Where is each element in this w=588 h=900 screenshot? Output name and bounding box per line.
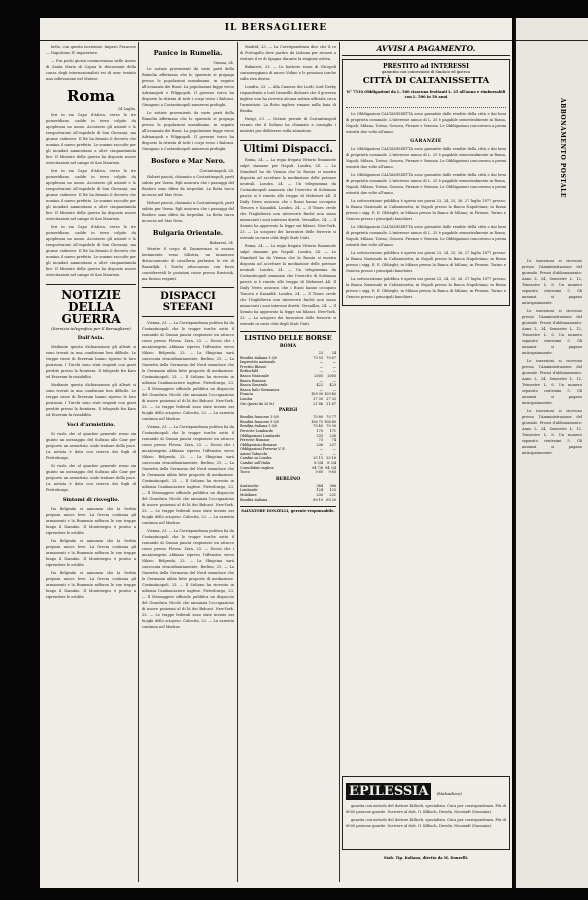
section-heading-panico: Panico in Rumelia. (153, 49, 223, 57)
security-name: Azioni Tabacchi (240, 451, 267, 456)
postal-subscription-label: ABBONAMENTO POSTALE (559, 98, 566, 198)
quote-value: — (319, 387, 323, 392)
ad-paragraph: Le Obbligazioni CALTANISSETTA sono garantite dalle rendite della città e dai beni di proprietà comunale. L'interesse annuo di L. 25 è pagabile semestralmente in Roma, Napoli, Milano, Torino, Genova, Firenze e Venezia. Le Obbligazioni concorrono a premi estratti due volte all'anno. (346, 173, 506, 195)
quote-value: 9 65 (328, 470, 336, 475)
article-paragraph: Londra, 23. — Alla Camera dei Lordi, lord Derby rispondendo a lord Granville dichiarò che il governo inglese non ha ricevuto alcuna notizia ufficiale circa l'armistizio. La flotta inglese rimane nella baia di Besika. (240, 85, 336, 113)
article-body (142, 246, 234, 282)
quote-value: 8 3/4 (327, 461, 336, 466)
printer-imprint: Stab. Tip. Italiano, diretto da M. Donzelli. (383, 856, 469, 860)
market-city-parigi: PARIGI (278, 408, 298, 414)
quote-value: — (319, 451, 323, 456)
newspaper-page (40, 18, 512, 888)
table-row (240, 498, 336, 503)
article-paragraph: bello, con questa iscrizione: Impero Francese — Napoleone IV imperatore. (46, 45, 136, 55)
quote-value: 384 (316, 483, 323, 488)
ad-body (346, 111, 506, 135)
strip-paragraph: Le inserzioni si ricevono presso l'Amministrazione del giornale. Prezzi d'abbonamento: Anno L. 24, Semestre L. 12, Trimestre L. 6. Un numero separato centesimi 5. Gli annunzi si pagano anticipatamente. (522, 359, 582, 405)
quote-value: 27 32 (326, 396, 336, 401)
column-2 (142, 44, 234, 882)
quote-value: 422 (316, 383, 323, 388)
article-paragraph: Mentre il corpo di Zimmerman si avanza lentamente verso Silistria, un numeroso distaccamento di cavalleria perlustra le vie di Bazardjik. I Turchi attaccarono con forze considerevoli le posizioni russe presso Rustciuk, ma furono respinti. (142, 247, 234, 281)
article-body (142, 66, 234, 152)
column-divider (237, 42, 238, 882)
security-name: Rendita francese 5 0/0 (240, 419, 279, 424)
newspaper-title: IL BERSAGLIERE (224, 23, 328, 33)
quote-value: 69 10 (313, 497, 323, 502)
security-name: Prestito Blount (240, 364, 266, 369)
article-paragraph: Si vuole che al quartier generale russo sia giunto un messaggio del Sultano allo Czar per proporre un armistizio, onde trattare della pace. La notizia è data con riserva dai fogli di Pietroburgo. (46, 464, 136, 492)
column-header: 23 (318, 351, 323, 355)
loan-subtitle: garantito con concessione di Sindaco ed ipoteca (382, 70, 470, 74)
article-paragraph: Bukarest, 23. — Le batterie russe di Nicopoli cannoneggiano di nuovo Vidino e le posizioni turche sulla riva destra. (240, 65, 336, 81)
article-paragraph: Ieri in via Capo d'Africa, verso le tre pomeridiane, cadde in terra colpito da apoplessia un uomo. Accorsero gli astanti e lo trasportarono all'ospedale di San Giovanni, ma giunse cadavere. Il Re ha firmato il decreto che nomina il nuovo prefetto. Le somme raccolte per gli inondati ammontano a oltre cinquantamila lire. Il Ministro della guerra ha disposto nuove esercitazioni nel campo di San Maurizio. (46, 113, 136, 165)
column-ads (342, 44, 510, 768)
quote-value: — (332, 378, 336, 383)
quote-value: 2005 (314, 373, 323, 378)
ad-paragraph: La sottoscrizione pubblica è aperta nei giorni 23, 24, 25, 26, 27 luglio 1877 presso: la Banca Nazionale in Caltanissetta; in Napoli presso la Banca Napoletana; in Roma presso i sigg. E. E. Oblieght; in Milano presso la Banca di Milano; in Firenze, Torino e Genova presso i principali banchieri. (346, 277, 506, 299)
article-paragraph: Madrid, 23. — La Corrispondenza dice che il re di Portogallo deve partire da Lisbona per recarsi a visitare il re di Spagna durante la stagione estiva. (240, 45, 336, 61)
quote-value: 79 67 (326, 355, 336, 360)
security-name: Obbligazioni Romane (240, 442, 277, 447)
article-paragraph: Si vuole che al quartier generale russo sia giunto un messaggio del Sultano allo Czar per proporre un armistizio, onde trattare della pace. La notizia è data con riserva dai fogli di Pietroburgo. (46, 432, 136, 460)
article-body (142, 320, 234, 630)
security-name: Imprestito nazionale (240, 360, 276, 365)
epilepsy-subtitle: (Malcaduco) (436, 791, 462, 796)
strip-paragraph: Le inserzioni si ricevono presso l'Amministrazione del giornale. Prezzi d'abbonamento: Anno L. 24, Semestre L. 12, Trimestre L. 6. Un numero separato centesimi 5. Gli annunzi si pagano anticipatamente. (522, 259, 582, 305)
article-paragraph: Parigi, 23. — Notizie private di Costantinopoli recano che il Sultano ha chiamato a consiglio i ministri per deliberare sulla situazione. (240, 117, 336, 133)
quote-value: — (319, 378, 323, 383)
security-name: Austriache (240, 483, 259, 488)
editor-signature: SALVATORE DONZELLI, gerente-responsabile. (240, 506, 336, 513)
ultimi-dispacci-heading: Ultimi Dispacci. (240, 140, 336, 155)
quote-value: 79 55 (313, 355, 323, 360)
quote-value: 125 (329, 488, 336, 493)
article-body (142, 174, 234, 224)
strip-header (516, 18, 588, 41)
security-name: Obbligazioni Lombarde (240, 433, 281, 438)
divider (346, 103, 506, 108)
quote-value: 25 15 (313, 456, 323, 461)
ad-paragraph: La sottoscrizione pubblica è aperta nei giorni 23, 24, 25, 26, 27 luglio 1877 presso: la Banca Nazionale in Caltanissetta; in Napoli presso la Banca Napoletana; in Roma presso i sigg. E. E. Oblieght; in Milano presso la Banca di Milano; in Firenze, Torino e Genova presso i principali banchieri. (346, 251, 506, 273)
epilepsy-title: EPILESSIA (346, 783, 431, 800)
ad-paragraph: guarita con metodo del dottore Killisch, specialista. Cura per corrispondenza. Più di 8000 persone guarite. Scrivere al dott. O. Killisch, Dresda, Neustadt (Sassonia). (346, 804, 506, 814)
column-divider (339, 42, 340, 882)
paid-notices-heading: AVVISI A PAGAMENTO. (342, 44, 510, 56)
article-paragraph: Ieri in via Capo d'Africa, verso le tre pomeridiane, cadde in terra colpito da apoplessia un uomo. Accorsero gli astanti e lo trasportarono all'ospedale di San Giovanni, ma giunse cadavere. Il Re ha firmato il decreto che nomina il nuovo prefetto. Le somme raccolte per gli inondati ammontano a oltre cinquantamila lire. Il Ministro della guerra ha disposto nuove esercitazioni nel campo di San Maurizio. (46, 225, 136, 277)
article-paragraph: Hobart pascià, chiamato a Costantinopoli, partì subito per Varna. Egli assicura che i passaggi del Bosforo sono difesi da torpedini. La flotta turca incrocia nel Mar Nero. (142, 175, 234, 197)
quote-value: — (332, 451, 336, 456)
city-name: CITTÀ DI CALTANISSETTA (362, 76, 490, 86)
security-name: Rendita italiana 5 0/0 (240, 355, 278, 360)
column-1 (46, 44, 136, 882)
security-name: Consolidato inglese (240, 465, 274, 470)
column-3 (240, 44, 336, 882)
security-name: Rendita francese 3 0/0 (240, 415, 279, 420)
guarantees-heading: GARANZIE (410, 139, 442, 144)
security-name: Banca Romana (240, 378, 266, 383)
dispacci-heading: DISPACCI STEFANI (142, 287, 234, 317)
bond-description: N° 7510 Obbligazioni da L. 500 ciascuna fruttanti L. 25 all'anno e rimborsabili con L. 500 in 50 anni (346, 90, 506, 99)
article-body (46, 112, 136, 278)
ad-body (346, 803, 506, 829)
security-name: Lombarde (240, 488, 258, 493)
quote-value: 106 80 (324, 419, 336, 424)
quote-value: 8 3/4 (314, 461, 323, 466)
quote-value: 423 (329, 383, 336, 388)
market-city-roma: ROMA (279, 344, 297, 349)
article-paragraph: Roma, 24. — La regia fregata Vittorio Emanuele salpò stamane per Napoli. Londra, 24. — Lo Standard ha da Vienna che la Russia si mostra disposta ad accettare la mediazione delle potenze neutrali. Londra, 24. — Un telegramma da Costantinopoli annunzia che l'esercito di Suleiman pascià si è riunito alle truppe di Mehemet Alì. Il Daily News assicura che i Russi hanno occupato Tirnova e Kasanlik. Londra, 24. — Il Times crede che l'Inghilterra non interverrà finchè non siano minacciati i suoi interessi diretti. Versailles, 24. — Il Senato ha approvato la legge sui bilanci. New-York, 23. — Lo sciopero dei lavoratori delle ferrovie si estende in varie città degli Stati Uniti. (240, 244, 336, 326)
quote-value: 70 40 (313, 424, 323, 429)
article-body (240, 157, 336, 327)
article-body (46, 506, 136, 600)
security-name: Ferrovie Romane (240, 438, 270, 443)
quote-value: 109 40 (324, 392, 336, 397)
quote-value: — (332, 369, 336, 374)
article-paragraph: Vienna, 23. — La Corrispondenza politica ha da Costantinopoli che le truppe turche sotto il comando di Osman pascià respinsero un attacco russo presso Plevna. Zara, 23. — Dicesi che i montenegrini abbiano ripreso l'offensiva verso Niksic. Belgrado, 23. — La Skupcina sarà convocata straordinariamente. Berlino, 23. — La Gazzetta della Germania del Nord smentisce che la Germania abbia fatto proposte di mediazione. Costantinopoli, 23. — Il Sultano ha ricevuto in udienza l'ambasciatore inglese. Pietroburgo, 23. — Il Messaggero ufficiale pubblica un dispaccio del Granduca Nicolò che annunzia l'occupazione di nuove posizioni al di là dei Balcani. New-York, 23. — Le truppe federali sono state inviate nei luoghi dello sciopero. Calcutta, 23. — La carestia continua nel Madras. (142, 529, 234, 629)
column-header: 24 (331, 351, 336, 355)
quote-value: 94 3/4 (325, 465, 336, 470)
section-heading-risveglio: Sintomi di risveglio. (62, 497, 120, 503)
article-body (46, 44, 136, 82)
quotes-table-roma (240, 351, 336, 406)
security-name: Rendita italiana 5 0/0 (240, 424, 278, 429)
quote-value: 74 (331, 438, 336, 443)
strip-paragraph: Le inserzioni si ricevono presso l'Amministrazione del giornale. Prezzi d'abbonamento: Anno L. 24, Semestre L. 12, Trimestre L. 6. Un numero separato centesimi 5. Gli annunzi si pagano anticipatamente. (522, 409, 582, 455)
quotes-table-berlino (240, 484, 336, 502)
table-row (240, 470, 336, 475)
security-name: Mobiliare (240, 493, 257, 498)
quote-value: — (319, 360, 323, 365)
quote-value: 231 (329, 493, 336, 498)
dateline: Costantinopoli, 24. (199, 169, 234, 173)
security-name: Obbligazioni Ferrovie V. E. (240, 447, 286, 452)
security-name: Banca Italo-Germanica (240, 387, 280, 392)
article-paragraph: Mediante questa dichiarazione gli alleati si sono trovati in una condizione ben difficile. Le truppe russe di Erzerum hanno ripreso le loro posizioni. I Turchi sono stati respinti con gravi perdite presso la frontiera. Il telegrafo fra Kars ed Erzerum fu ristabilito. (46, 383, 136, 417)
war-news-heading: NOTIZIE DELLA GUERRA (46, 284, 136, 325)
section-heading-bulgaria: Bulgaria Orientale. (152, 229, 224, 237)
quotes-table-parigi (240, 415, 336, 475)
security-name: Francia (240, 392, 254, 397)
section-heading-roma: Roma (66, 87, 116, 105)
security-name: Banca Nazionale (240, 373, 269, 378)
security-name: Rendita italiana (240, 497, 268, 502)
article-paragraph: Vienna, 23. — La Corrispondenza politica ha da Costantinopoli che le truppe turche sotto il comando di Osman pascià respinsero un attacco russo presso Plevna. Zara, 23. — Dicesi che i montenegrini abbiano ripreso l'offensiva verso Niksic. Belgrado, 23. — La Skupcina sarà convocata straordinariamente. Berlino, 23. — La Gazzetta della Germania del Nord smentisce che la Germania abbia fatto proposte di mediazione. Costantinopoli, 23. — Il Sultano ha ricevuto in udienza l'ambasciatore inglese. Pietroburgo, 23. — Il Messaggero ufficiale pubblica un dispaccio del Granduca Nicolò che annunzia l'occupazione di nuove posizioni al di là dei Balcani. New-York, 23. — Le truppe federali sono state inviate nei luoghi dello sciopero. Calcutta, 23. — La carestia continua nel Madras. (142, 321, 234, 421)
article-paragraph: Roma, 24. — La regia fregata Vittorio Emanuele salpò stamane per Napoli. Londra, 24. — Lo Standard ha da Vienna che la Russia si mostra disposta ad accettare la mediazione delle potenze neutrali. Londra, 24. — Un telegramma da Costantinopoli annunzia che l'esercito di Suleiman pascià si è riunito alle truppe di Mehemet Alì. Il Daily News assicura che i Russi hanno occupato Tirnova e Kasanlik. Londra, 24. — Il Times crede che l'Inghilterra non interverrà finchè non siano minacciati i suoi interessi diretti. Versailles, 24. — Il Senato ha approvato la legge sui bilanci. New-York, 23. — Lo sciopero dei lavoratori delle ferrovie si estende in varie città degli Stati Uniti. (240, 158, 336, 240)
section-heading-armistizio: Voci d'armistizio. (66, 422, 116, 428)
loan-title: PRESTITO ad INTERESSI (383, 63, 469, 70)
quote-value: 236 (329, 433, 336, 438)
quote-value: 27 30 (313, 396, 323, 401)
article-paragraph: Ieri in via Capo d'Africa, verso le tre pomeridiane, cadde in terra colpito da apoplessia un uomo. Accorsero gli astanti e lo trasportarono all'ospedale di San Giovanni, ma giunse cadavere. Il Re ha firmato il decreto che nomina il nuovo prefetto. Le somme raccolte per gli inondati ammontano a oltre cinquantamila lire. Il Ministro della guerra ha disposto nuove esercitazioni nel campo di San Maurizio. (46, 169, 136, 221)
quote-value: 171 (329, 428, 336, 433)
section-heading-asia: Dall'Asia. (77, 335, 105, 341)
quote-value: 230 (316, 493, 323, 498)
security-name: Cambio su Londra (240, 456, 272, 461)
quote-value: 73 (318, 438, 323, 443)
quote-value: — (319, 364, 323, 369)
quote-value: — (332, 387, 336, 392)
quote-value: 94 7/8 (312, 465, 323, 470)
quote-value: — (332, 364, 336, 369)
quote-value: 69 20 (326, 497, 336, 502)
quote-value: 9 60 (315, 470, 323, 475)
dateline: 24 Luglio. (117, 107, 136, 111)
quote-value: 237 (329, 442, 336, 447)
section-heading-bosforo: Bosforo e Mar Nero. (150, 157, 226, 165)
article-paragraph: Le notizie provenienti da varie parti della Rumelia affermano che lo spavento si propaga presso le popolazioni musulmane, in seguito all'avanzata dei Russi. La popolazione fugge verso Adrianopoli e Filippopoli. Il governo turco ha disposto la ritirata di tutti i corpi verso i Balcani. Giungono a Costantinopoli numerosi profughi. (142, 111, 234, 151)
table-row (240, 402, 336, 407)
quote-value: — (319, 447, 323, 452)
ad-paragraph: La sottoscrizione pubblica è aperta nei giorni 23, 24, 25, 26, 27 luglio 1877 presso: la Banca Nazionale in Caltanissetta; in Napoli presso la Banca Napoletana; in Roma presso i sigg. E. E. Oblieght; in Milano presso la Banca di Milano; in Firenze, Torino e Genova presso i principali banchieri. (346, 199, 506, 221)
war-news-subtitle: (Servizio telegrafico per Il Bersagliere) (51, 326, 131, 331)
quote-value: 70 77 (326, 415, 336, 420)
dateline: Bukarest, 24. (209, 241, 234, 245)
strip-text (522, 258, 582, 458)
market-city-berlino: BERLINO (275, 476, 301, 482)
quote-value: 70 30 (326, 424, 336, 429)
quote-value: 106 75 (311, 419, 323, 424)
quote-value: 235 (316, 433, 323, 438)
article-paragraph: Da Belgrado si annunzia che la Serbia prepara nuove leve. La Grecia continua gli armamenti e la Rumenia rafforza le sue truppe lungo il Danubio. Il Montenegro è pronto a riprendere le ostilità. (46, 507, 136, 535)
stock-listing-heading: LISTINO DELLE BORSE (240, 331, 336, 342)
adjacent-page-strip (514, 18, 588, 888)
article-body (240, 44, 336, 134)
loan-advertisement (342, 59, 510, 306)
quote-value: 21 86 (313, 401, 323, 406)
ad-paragraph: Le Obbligazioni CALTANISSETTA sono garantite dalle rendite della città e dai beni di proprietà comunale. L'interesse annuo di L. 25 è pagabile semestralmente in Roma, Napoli, Milano, Torino, Genova, Firenze e Venezia. Le Obbligazioni concorrono a premi estratti due volte all'anno. (346, 225, 506, 247)
article-body (46, 344, 136, 418)
ad-paragraph: Le Obbligazioni CALTANISSETTA sono garantite dalle rendite della città e dai beni di proprietà comunale. L'interesse annuo di L. 25 è pagabile semestralmente in Roma, Napoli, Milano, Torino, Genova, Firenze e Venezia. Le Obbligazioni concorrono a premi estratti due volte all'anno. (346, 147, 506, 169)
quote-value: 21 87 (326, 401, 336, 406)
article-paragraph: — Fra pochi giorni cominceranno nelle Assise di Santa Maria di Capua le discussioni della causa degli internazionalisti rei di aver tentato una sollevazione nel Matese. (46, 59, 136, 81)
quote-value: — (332, 360, 336, 365)
quote-value: — (332, 447, 336, 452)
security-name: Oro (pezzi da 20 fr.) (240, 401, 275, 406)
ad-body (346, 146, 506, 300)
masthead (40, 18, 512, 41)
quote-value: 109 30 (311, 392, 323, 397)
article-paragraph: Vienna, 23. — La Corrispondenza politica ha da Costantinopoli che le truppe turche sotto il comando di Osman pascià respinsero un attacco russo presso Plevna. Zara, 23. — Dicesi che i montenegrini abbiano ripreso l'offensiva verso Niksic. Belgrado, 23. — La Skupcina sarà convocata straordinariamente. Berlino, 23. — La Gazzetta della Germania del Nord smentisce che la Germania abbia fatto proposte di mediazione. Costantinopoli, 23. — Il Sultano ha ricevuto in udienza l'ambasciatore inglese. Pietroburgo, 23. — Il Messaggero ufficiale pubblica un dispaccio del Granduca Nicolò che annunzia l'occupazione di nuove posizioni al di là dei Balcani. New-York, 23. — Le truppe federali sono state inviate nei luoghi dello sciopero. Calcutta, 23. — La carestia continua nel Madras. (142, 425, 234, 525)
ad-paragraph: guarita con metodo del dottore Killisch, specialista. Cura per corrispondenza. Più di 8000 persone guarite. Scrivere al dott. O. Killisch, Dresda, Neustadt (Sassonia). (346, 818, 506, 828)
security-name: Banca Generale (240, 383, 268, 388)
quote-value: 170 (316, 428, 323, 433)
quote-value: 124 (316, 488, 323, 493)
security-name: Rothschild (240, 369, 259, 374)
epilepsy-advertisement (342, 776, 510, 850)
strip-paragraph: Le inserzioni si ricevono presso l'Amministrazione del giornale. Prezzi d'abbonamento: Anno L. 24, Semestre L. 12, Trimestre L. 6. Un numero separato centesimi 5. Gli annunzi si pagano anticipatamente. (522, 309, 582, 355)
article-paragraph: Da Belgrado si annunzia che la Serbia prepara nuove leve. La Grecia continua gli armamenti e la Rumenia rafforza le sue truppe lungo il Danubio. Il Montenegro è pronto a riprendere le ostilità. (46, 571, 136, 599)
quote-value: 236 (316, 442, 323, 447)
security-name: Turco (240, 470, 251, 475)
column-divider (138, 42, 139, 882)
security-name: Ferrovie Lombarde (240, 428, 274, 433)
quote-value: 386 (329, 483, 336, 488)
quote-value: 25 16 (326, 456, 336, 461)
article-paragraph: Mediante questa dichiarazione gli alleati si sono trovati in una condizione ben difficile. Le truppe russe di Erzerum hanno ripreso le loro posizioni. I Turchi sono stati respinti con gravi perdite presso la frontiera. Il telegrafo fra Kars ed Erzerum fu ristabilito. (46, 345, 136, 379)
article-body (46, 431, 136, 493)
quote-value: 2005 (327, 373, 336, 378)
quote-value: 70 80 (313, 415, 323, 420)
quote-value: — (319, 369, 323, 374)
article-paragraph: Da Belgrado si annunzia che la Serbia prepara nuove leve. La Grecia continua gli armamenti e la Rumenia rafforza le sue truppe lungo il Danubio. Il Montenegro è pronto a riprendere le ostilità. (46, 539, 136, 567)
ad-paragraph: Le Obbligazioni CALTANISSETTA sono garantite dalle rendite della città e dai beni di proprietà comunale. L'interesse annuo di L. 25 è pagabile semestralmente in Roma, Napoli, Milano, Torino, Genova, Firenze e Venezia. Le Obbligazioni concorrono a premi estratti due volte all'anno. (346, 112, 506, 134)
article-paragraph: Hobart pascià, chiamato a Costantinopoli, partì subito per Varna. Egli assicura che i passaggi del Bosforo sono difesi da torpedini. La flotta turca incrocia nel Mar Nero. (142, 201, 234, 223)
dateline: Vienna, 24. (213, 61, 234, 65)
security-name: Londra (240, 396, 253, 401)
security-name: Cambio sull'Italia (240, 461, 271, 466)
article-paragraph: Le notizie provenienti da varie parti della Rumelia affermano che lo spavento si propaga presso le popolazioni musulmane, in seguito all'avanzata dei Russi. La popolazione fugge verso Adrianopoli e Filippopoli. Il governo turco ha disposto la ritirata di tutti i corpi verso i Balcani. Giungono a Costantinopoli numerosi profughi. (142, 67, 234, 107)
